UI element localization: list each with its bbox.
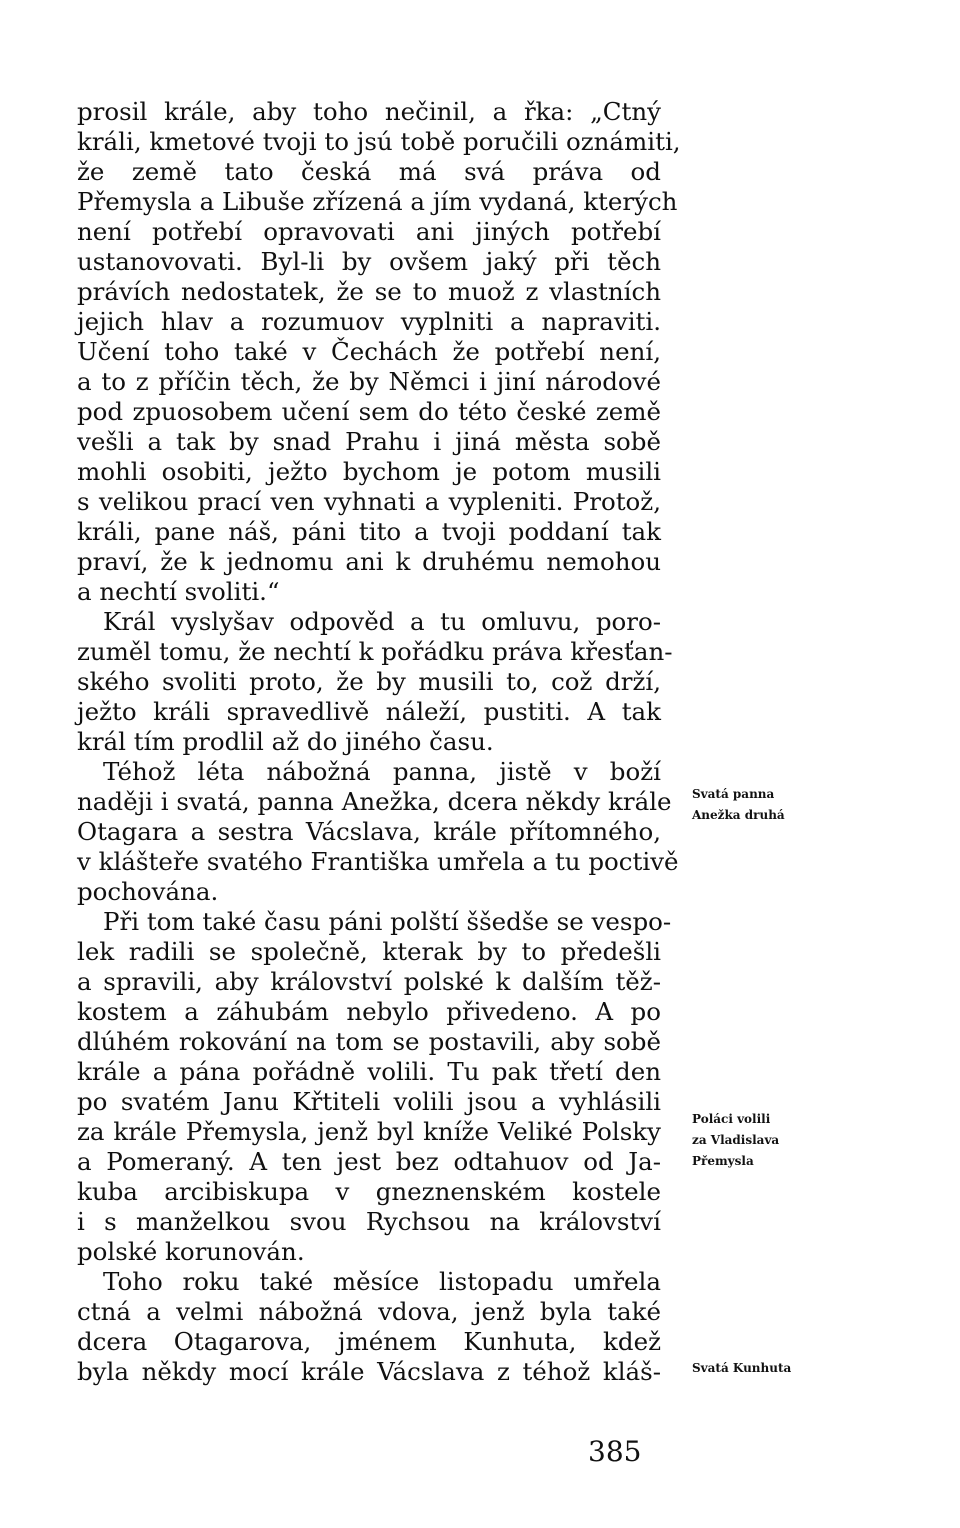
marginal-note-line: Anežka druhá: [692, 808, 785, 822]
text-line: Král vyslyšav odpověd a tu omluvu, poro-: [103, 607, 661, 636]
text-line: ského svoliti proto, že by musili to, což drží,: [77, 667, 661, 696]
text-line: byla někdy mocí krále Vácslava z téhož kláš-: [77, 1357, 661, 1386]
text-line: není potřebí opravovati ani jiných potřebí: [77, 217, 661, 246]
text-line: i s manželkou svou Rychsou na království: [77, 1207, 661, 1236]
text-line: za krále Přemysla, jenž byl kníže Veliké Polsky: [77, 1117, 661, 1146]
text-line: král tím prodlil až do jiného času.: [77, 727, 494, 756]
text-line: a spravili, aby království polské k dalším těž-: [77, 967, 661, 996]
marginal-note-line: Svatá panna: [692, 787, 775, 801]
text-line: králi, kmetové tvoji to jsú tobě poručili oznámiti,: [77, 127, 681, 156]
text-line: Otagara a sestra Vácslava, krále přítomného,: [77, 817, 661, 846]
text-line: praví, že k jednomu ani k druhému nemohou: [77, 547, 661, 576]
text-line: pod zpuosobem učení sem do této české země: [77, 397, 661, 426]
text-line: lek radili se společně, kterak by to předešli: [77, 937, 661, 966]
text-line: právích nedostatek, že se to muož z vlastních: [77, 277, 661, 306]
marginal-note: [692, 1109, 892, 1172]
marginal-note: [692, 784, 892, 826]
text-line: pochována.: [77, 877, 219, 906]
text-line: naději i svatá, panna Anežka, dcera někdy krále: [77, 787, 672, 816]
text-line: po svatém Janu Křtiteli volili jsou a vyhlásili: [77, 1087, 661, 1116]
text-line: a nechtí svoliti.“: [77, 577, 280, 606]
text-line: prosil krále, aby toho nečinil, a řka: „Ctný: [77, 97, 661, 126]
page-number: 385: [588, 1435, 642, 1468]
text-line: Toho roku také měsíce listopadu umřela: [103, 1267, 661, 1296]
text-line: mohli osobiti, ježto bychom je potom musili: [77, 457, 661, 486]
text-line: kuba arcibiskupa v gneznenském kostele: [77, 1177, 661, 1206]
marginal-note-line: Přemysla: [692, 1154, 754, 1168]
text-line: Přemysla a Libuše zřízená a jím vydaná, kterých: [77, 187, 678, 216]
text-line: že země tato česká má svá práva od: [77, 157, 661, 186]
text-line: ctná a velmi nábožná vdova, jenž byla také: [77, 1297, 661, 1326]
text-line: polské korunován.: [77, 1237, 305, 1266]
text-line: jejich hlav a rozumuov vyplniti a napraviti.: [77, 307, 661, 336]
text-line: s velikou prací ven vyhnati a vypleniti. Protož,: [77, 487, 661, 516]
text-line: a to z příčin těch, že by Němci i jiní národové: [77, 367, 661, 396]
text-line: dlúhém rokování na tom se postavili, aby sobě: [77, 1027, 661, 1056]
text-line: krále a pána pořádně volili. Tu pak třetí den: [77, 1057, 661, 1086]
text-line: Téhož léta nábožná panna, jistě v boží: [103, 757, 661, 786]
marginal-note-line: Poláci volili: [692, 1112, 771, 1126]
text-line: ustanovovati. Byl-li by ovšem jaký při těch: [77, 247, 661, 276]
text-line: ježto králi spravedlivě náleží, pustiti. A tak: [77, 697, 661, 726]
text-line: vešli a tak by snad Prahu i jiná města sobě: [77, 427, 661, 456]
marginal-note-line: Svatá Kunhuta: [692, 1361, 792, 1375]
text-line: v klášteře svatého Františka umřela a tu poctivě: [77, 847, 679, 876]
text-line: kostem a záhubám nebylo přivedeno. A po: [77, 997, 661, 1026]
text-line: Při tom také času páni polští ššedše se vespo-: [103, 907, 672, 936]
marginal-note: [692, 1358, 892, 1379]
text-line: Učení toho také v Čechách že potřebí není,: [77, 337, 661, 366]
text-line: králi, pane náš, páni tito a tvoji poddaní tak: [77, 517, 661, 546]
text-line: dcera Otagarova, jménem Kunhuta, kdež: [77, 1327, 661, 1356]
text-line: a Pomeraný. A ten jest bez odtahuov od Ja-: [77, 1147, 661, 1176]
marginal-note-line: za Vladislava: [692, 1133, 780, 1147]
text-line: zuměl tomu, že nechtí k pořádku práva křesťan-: [77, 637, 673, 666]
